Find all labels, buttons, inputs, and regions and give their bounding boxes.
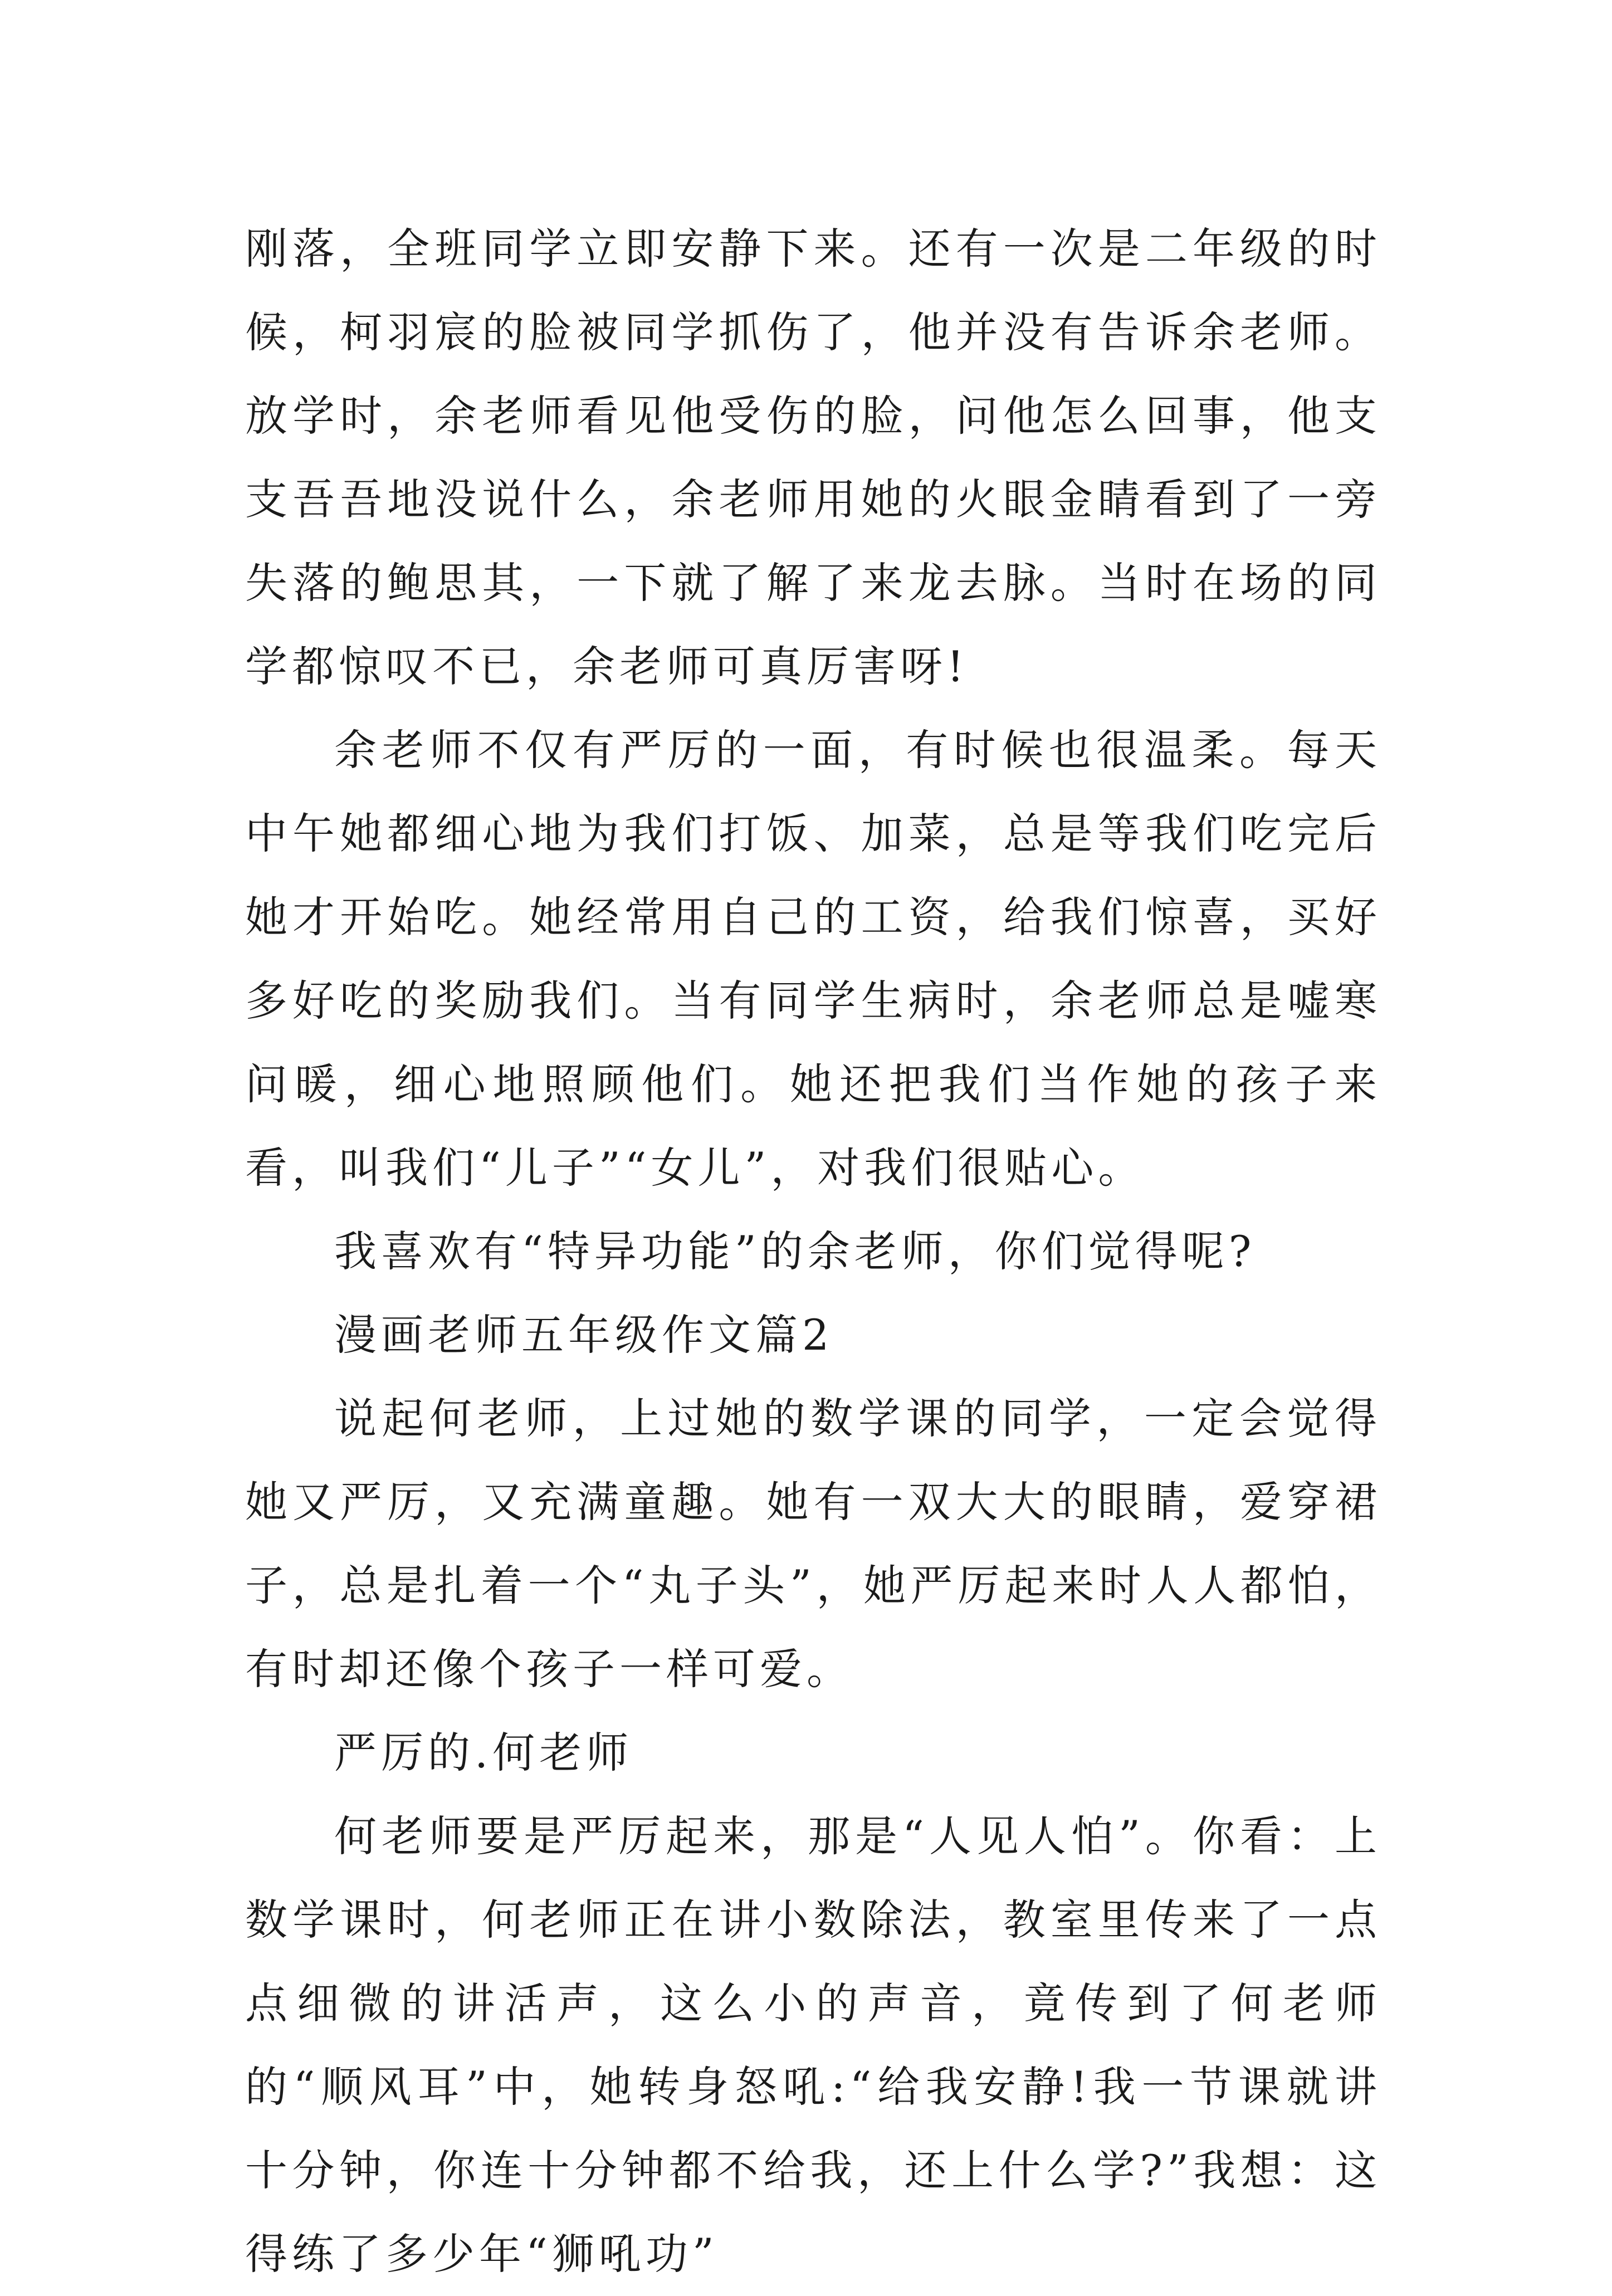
subheading-strict-teacher: 严厉的.何老师 (334, 1728, 633, 1777)
document-body (245, 207, 1381, 2296)
paragraph-4: 说起何老师，上过她的数学课的同学，一定会觉得她又严厉，又充满童趣。她有一双大大的眼睛，爱穿裙子，总是扎着一个“丸子头”，她严厉起来时人人都怕，有时却还像个孩子一样可爱。 (245, 1394, 1381, 1694)
paragraph-5: 何老师要是严厉起来，那是“人见人怕”。你看：上数学课时，何老师正在讲小数除法，教室里传来了一点点细微的讲活声，这么小的声音，竟传到了何老师的“顺风耳”中，她转身怒吼:“给我安静!我一节课就讲十分钟，你连十分钟都不给我，还上什么学?”我想：这得练了多少年“狮吼功” (245, 1811, 1381, 2279)
paragraph-3: 我喜欢有“特异功能”的余老师，你们觉得呢? (334, 1227, 1256, 1276)
paragraph-1: 刚落，全班同学立即安静下来。还有一次是二年级的时候，柯羽宸的脸被同学抓伤了，他并没有告诉余老师。放学时，余老师看见他受伤的脸，问他怎么回事，他支支吾吾地没说什么，余老师用她的火眼金睛看到了一旁失落的鲍思其，一下就了解了来龙去脉。当时在场的同学都惊叹不已，余老师可真厉害呀! (245, 224, 1381, 691)
section-heading-article-2: 漫画老师五年级作文篇2 (334, 1310, 834, 1360)
paragraph-2: 余老师不仅有严厉的一面，有时候也很温柔。每天中午她都细心地为我们打饭、加菜，总是等我们吃完后她才开始吃。她经常用自己的工资，给我们惊喜，买好多好吃的奖励我们。当有同学生病时，余老师总是嘘寒问暖，细心地照顾他们。她还把我们当作她的孩子来看，叫我们“儿子”“女儿”，对我们很贴心。 (245, 725, 1381, 1193)
